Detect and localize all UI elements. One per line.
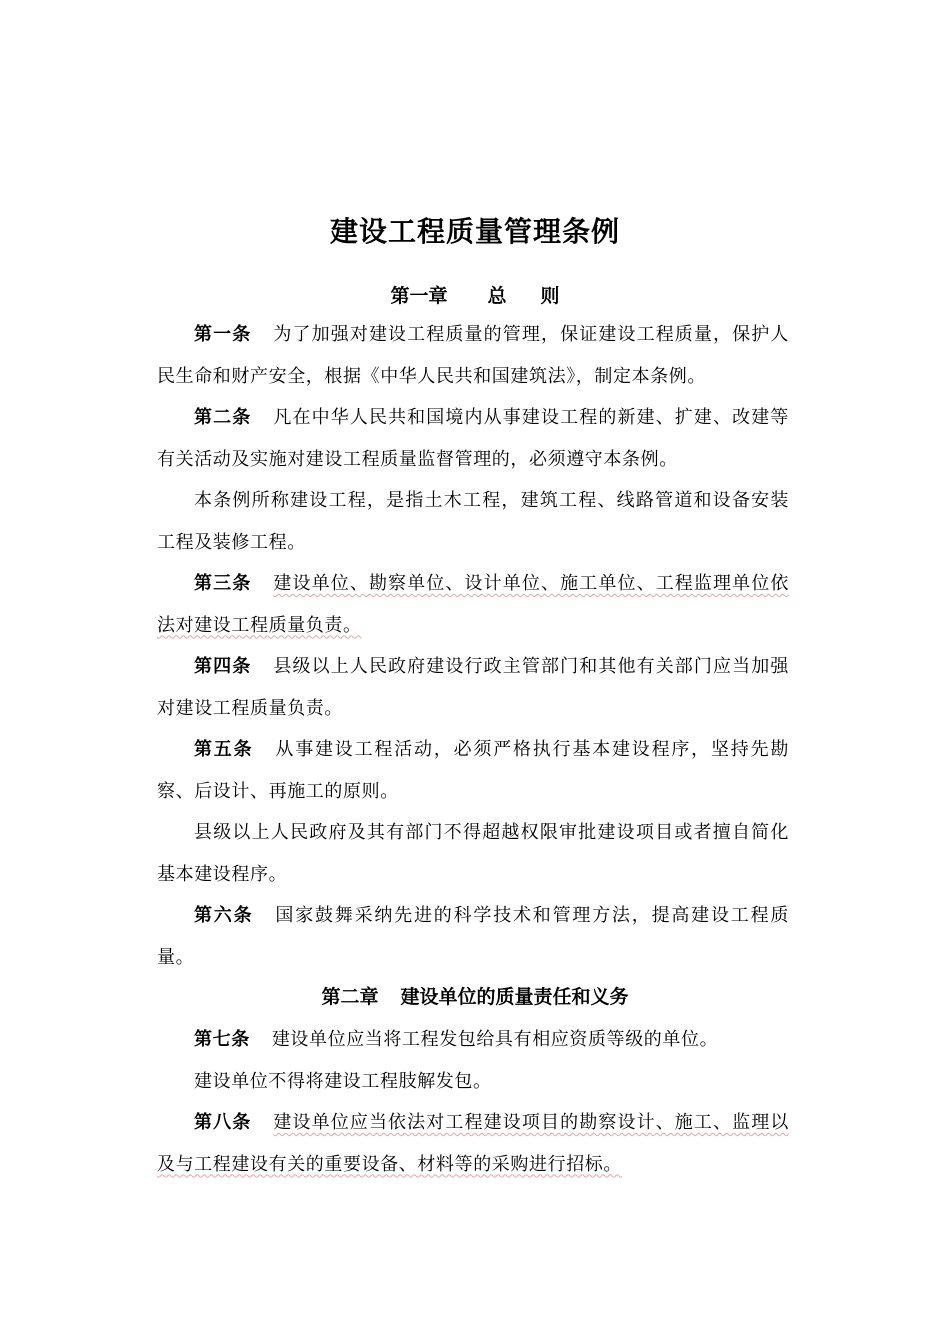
article-2-text: 凡在中华人民共和国境内从事建设工程的新建、扩建、改建等有关活动及实施对建设工程质量监督管理的，必须遵守本条例。 — [157, 407, 789, 470]
article-6-label: 第六条 — [194, 905, 254, 926]
article-5-paragraph-2 — [157, 812, 789, 895]
article-1-paragraph — [157, 314, 789, 397]
chapter-1-title-a: 总 — [487, 285, 507, 307]
article-3-label: 第三条 — [194, 573, 252, 594]
article-5-text-2: 县级以上人民政府及其有部门不得超越权限审批建设项目或者擅自简化基本建设程序。 — [157, 822, 789, 885]
article-7-paragraph — [157, 1019, 789, 1061]
article-7-text-2: 建设单位不得将建设工程肢解发包。 — [194, 1071, 492, 1092]
article-4-label: 第四条 — [194, 656, 252, 677]
article-3-paragraph — [157, 563, 789, 646]
chapter-2-title: 建设单位的质量责任和义务 — [400, 986, 629, 1008]
chapter-1-title-b: 则 — [540, 285, 560, 307]
article-2-label: 第二条 — [194, 407, 252, 428]
article-8-text: 建设单位应当依法对工程建设项目的勘察设计、施工、监理以及与工程建设有关的重要设备、材料等的采购进行招标。 — [157, 1112, 789, 1175]
article-3-text: 建设单位、勘察单位、设计单位、施工单位、工程监理单位依法对建设工程质量负责。 — [157, 573, 789, 636]
chapter-2-heading — [0, 982, 950, 1012]
article-2-paragraph — [157, 397, 789, 480]
article-8-label: 第八条 — [194, 1112, 252, 1133]
document-title: 建设工程质量管理条例 — [329, 215, 620, 248]
article-4-paragraph — [157, 646, 789, 729]
article-1-label: 第一条 — [194, 324, 252, 345]
chapter-2-number: 第二章 — [321, 986, 379, 1008]
article-7-label: 第七条 — [194, 1029, 250, 1050]
chapter-1-number: 第一章 — [390, 285, 448, 307]
article-5-paragraph — [157, 729, 789, 812]
article-5-label: 第五条 — [194, 739, 254, 760]
article-4-text: 县级以上人民政府建设行政主管部门和其他有关部门应当加强对建设工程质量负责。 — [157, 656, 789, 719]
article-2-paragraph-2 — [157, 480, 789, 563]
article-1-text: 为了加强对建设工程质量的管理，保证建设工程质量，保护人民生命和财产安全，根据《中华人民共和国建筑法》，制定本条例。 — [157, 324, 789, 387]
article-5-text: 从事建设工程活动，必须严格执行基本建设程序，坚持先勘察、后设计、再施工的原则。 — [157, 739, 789, 802]
article-7-paragraph-2 — [157, 1061, 789, 1103]
article-8-paragraph — [157, 1102, 789, 1185]
article-2-text-2: 本条例所称建设工程，是指土木工程，建筑工程、线路管道和设备安装工程及装修工程。 — [157, 490, 789, 553]
chapter-1-heading — [0, 281, 950, 311]
article-7-text: 建设单位应当将工程发包给具有相应资质等级的单位。 — [271, 1029, 719, 1050]
article-6-paragraph — [157, 895, 789, 978]
article-6-text: 国家鼓舞采纳先进的科学技术和管理方法，提高建设工程质量。 — [157, 905, 789, 968]
